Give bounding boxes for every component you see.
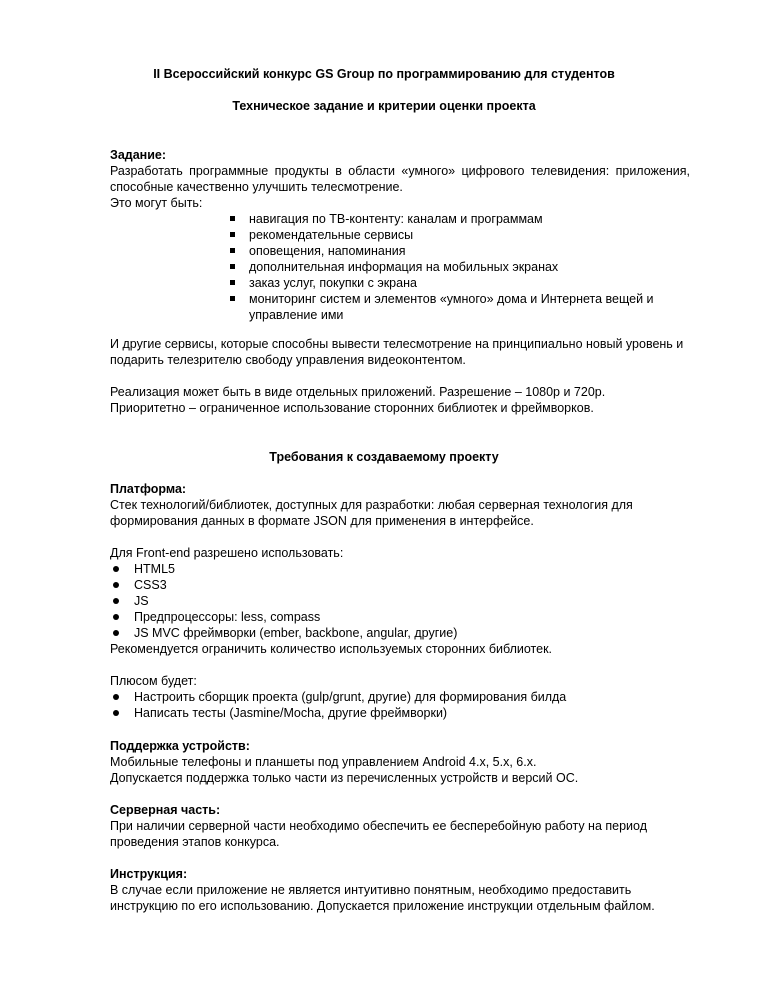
- task-impl-1: Реализация может быть в виде отдельных приложений. Разрешение – 1080р и 720р.: [110, 385, 606, 399]
- frontend-items-list: [110, 561, 690, 641]
- platform-text: Стек технологий/библиотек, доступных для разработки: любая серверная технология для формирования данных в формате JSON для применения в интерфейсе.: [110, 498, 633, 528]
- server-heading: Серверная часть:: [110, 803, 221, 817]
- task-heading: Задание:: [110, 148, 167, 162]
- list-item: рекомендательные сервисы: [230, 227, 690, 243]
- list-item: заказ услуг, покупки с экрана: [230, 275, 690, 291]
- task-impl-2: Приоритетно – ограниченное использование сторонних библиотек и фреймворков.: [110, 401, 594, 415]
- instruction-text: В случае если приложение не является интуитивно понятным, необходимо предоставить инструкцию по его использованию. Допускается приложение инструкции отдельным файлом.: [110, 883, 655, 913]
- devices-line-1: Мобильные телефоны и планшеты под управлением Android 4.x, 5.x, 6.x.: [110, 755, 537, 769]
- plus-items-list: [110, 689, 690, 721]
- document-title: II Всероссийский конкурс GS Group по программированию для студентов: [153, 67, 615, 81]
- server-text: При наличии серверной части необходимо обеспечить ее бесперебойную работу на период проведения этапов конкурса.: [110, 819, 648, 849]
- task-other: И другие сервисы, которые способны вывести телесмотрение на принципиально новый уровень и подарить телезрителю свободу управления видеоконтентом.: [110, 337, 684, 367]
- list-item: оповещения, напоминания: [230, 243, 690, 259]
- plus-intro: Плюсом будет:: [110, 674, 197, 688]
- document-subtitle: Техническое задание и критерии оценки проекта: [232, 99, 536, 113]
- list-item: дополнительная информация на мобильных экранах: [230, 259, 690, 275]
- list-item: Предпроцессоры: less, compass: [110, 609, 690, 625]
- list-item: навигация по ТВ-контенту: каналам и программам: [230, 211, 690, 227]
- list-item: HTML5: [110, 561, 690, 577]
- task-items-list: [230, 211, 690, 323]
- devices-line-2: Допускается поддержка только части из перечисленных устройств и версий ОС.: [110, 771, 579, 785]
- list-item: JS MVC фреймворки (ember, backbone, angular, другие): [110, 625, 690, 641]
- devices-heading: Поддержка устройств:: [110, 739, 250, 753]
- recommend-text: Рекомендуется ограничить количество используемых сторонних библиотек.: [110, 642, 553, 656]
- list-item: Написать тесты (Jasmine/Mocha, другие фреймворки): [110, 705, 690, 721]
- list-item: CSS3: [110, 577, 690, 593]
- instruction-heading: Инструкция:: [110, 867, 188, 881]
- task-intro: Разработать программные продукты в области «умного» цифрового телевидения: приложения, способные качественно улучшить телесмотрение.: [110, 164, 690, 194]
- list-item: JS: [110, 593, 690, 609]
- frontend-intro: Для Front-end разрешено использовать:: [110, 546, 344, 560]
- task-maybe: Это могут быть:: [110, 196, 203, 210]
- list-item: мониторинг систем и элементов «умного» дома и Интернета вещей и управление ими: [230, 291, 690, 323]
- platform-heading: Платформа:: [110, 482, 187, 496]
- requirements-heading: Требования к создаваемому проекту: [269, 450, 499, 464]
- list-item: Настроить сборщик проекта (gulp/grunt, другие) для формирования билда: [110, 689, 690, 705]
